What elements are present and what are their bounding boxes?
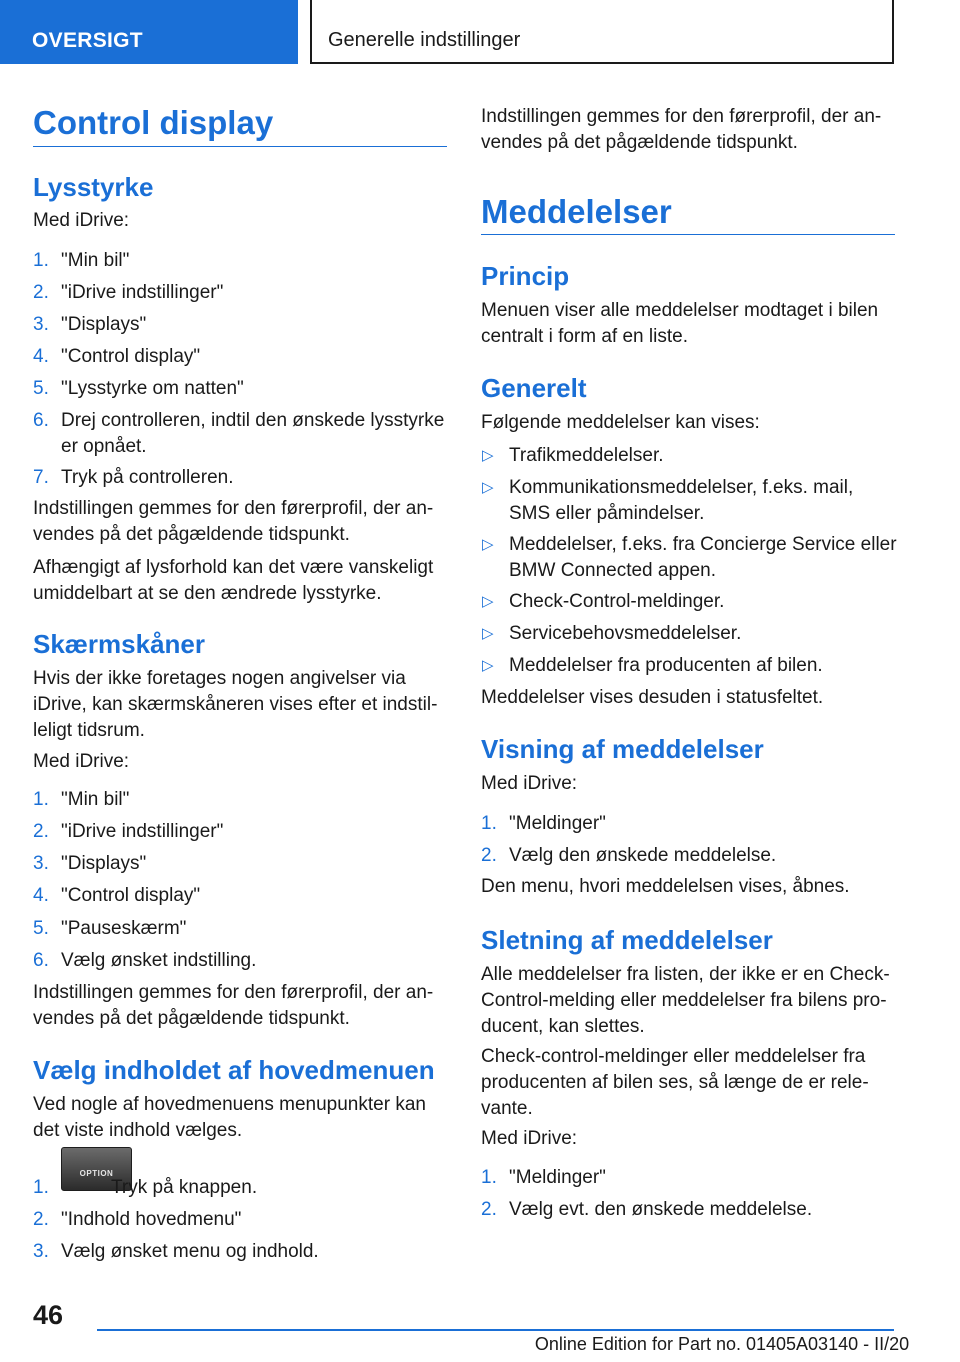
list-text: "Meldinger" [509,1167,606,1188]
list-text: Vælg evt. den ønskede meddelelse. [509,1199,813,1220]
list-number: 4. [33,885,49,906]
chapter-title-meddelelser: Meddelelser [481,193,672,230]
list-number: 5. [33,918,49,939]
header-title: Generelle indstillinger [328,29,521,51]
list-number: 2. [33,1209,49,1230]
list-number: 6. [33,950,49,971]
paragraph: Følgende meddelelser kan vises: [481,412,760,433]
triangle-bullet-icon: ▷ [482,447,494,464]
list-number: 2. [481,1199,497,1220]
paragraph: Med iDrive: [33,751,130,772]
list-number: 7. [33,467,49,488]
list-number: 1. [481,1167,497,1188]
paragraph: Med iDrive: [481,773,578,794]
list-number: 1. [33,789,49,810]
list-number: 1. [481,813,497,834]
list-number: 3. [33,314,49,335]
header-section-label: OVERSIGT [32,29,143,52]
list-text: Trafikmeddelelser. [509,445,664,466]
footer-edition [0,1334,960,1355]
list-text: Vælg ønsket indstilling. [61,950,257,971]
list-number: 1. [33,1177,49,1198]
triangle-bullet-icon: ▷ [482,593,494,610]
list-text: "Lysstyrke om natten" [61,378,244,399]
option-button-label: OPTION [79,1169,114,1178]
list-text: "Pauseskærm" [61,918,187,939]
list-text: "Indhold hovedmenu" [61,1209,242,1230]
list-text: Vælg ønsket menu og indhold. [61,1241,319,1262]
heading-visning: Visning af meddelelser [481,734,764,764]
heading-generelt: Generelt [481,373,587,403]
list-text: Meddelelser fra producenten af bilen. [509,655,823,676]
paragraph: Alle meddelelser fra listen, der ikke er en Check-Control-melding eller meddelelser fra bilens producent, kan slettes. [481,964,890,1037]
list-text: "Control display" [61,885,201,906]
paragraph: Meddelelser vises desuden i statusfeltet. [481,687,824,708]
list-text: "Control display" [61,346,201,367]
paragraph: Check-control-meldinger eller meddelelser fra producenten af bilen ses, så længe de er relevante. [481,1046,869,1119]
footer-edition-text: Online Edition for Part no. 01405A03140 - II/20 [534,1334,910,1354]
list-number: 3. [33,1241,49,1262]
list-number: 3. [33,853,49,874]
triangle-bullet-icon: ▷ [482,657,494,674]
chapter-rule [481,234,895,235]
list-text: "Min bil" [61,250,130,271]
list-text: Vælg den ønskede meddelelse. [509,845,777,866]
chapter-title-control-display: Control display [33,104,274,141]
list-number: 1. [33,250,49,271]
list-text: "iDrive indstillinger" [61,282,224,303]
paragraph: Indstillingen gemmes for den førerprofil, der anvendes på det pågældende tidspunkt. [33,982,434,1029]
paragraph: Menuen viser alle meddelelser modtaget i bilen centralt i form af en liste. [481,300,879,347]
list-number: 5. [33,378,49,399]
header-title-box [310,0,894,64]
triangle-bullet-icon: ▷ [482,625,494,642]
paragraph: Den menu, hvori meddelelsen vises, åbnes. [481,876,850,897]
heading-vaelg-indholdet: Vælg indholdet af hovedmenuen [33,1055,435,1085]
heading-sletning: Sletning af meddelelser [481,925,773,955]
footer-rule [97,1329,894,1331]
paragraph: Med iDrive: [33,210,130,231]
list-number: 2. [481,845,497,866]
list-number: 2. [33,821,49,842]
paragraph: Hvis der ikke foretages nogen angivelser via iDrive, kan skærmskåneren vises efter et indstilleligt tidsrum. [33,668,438,741]
list-text: "Meldinger" [509,813,606,834]
list-text: "Displays" [61,314,147,335]
list-text: Drej controlleren, indtil den ønskede lysstyrke er opnået. [61,410,445,457]
list-number: 6. [33,410,49,431]
paragraph: Indstillingen gemmes for den førerprofil, der anvendes på det pågældende tidspunkt. [481,106,882,153]
list-text: Tryk på knappen. [111,1177,258,1198]
triangle-bullet-icon: ▷ [482,536,494,553]
list-number: 2. [33,282,49,303]
paragraph: Indstillingen gemmes for den førerprofil, der anvendes på det pågældende tidspunkt. [33,498,434,545]
paragraph: Med iDrive: [481,1128,578,1149]
heading-lysstyrke: Lysstyrke [33,172,154,202]
header-section-tab [0,0,298,64]
list-text: "Displays" [61,853,147,874]
triangle-bullet-icon: ▷ [482,479,494,496]
paragraph: Afhængigt af lysforhold kan det være vanskeligt umiddelbart at se den ændrede lysstyrke. [33,557,434,604]
paragraph: Ved nogle af hovedmenuens menupunkter kan det viste indhold vælges. [33,1094,426,1141]
page-number: 46 [33,1300,64,1330]
heading-skaermskaaner: Skærmskåner [33,629,205,659]
list-text: Servicebehovsmeddelelser. [509,623,742,644]
list-text: Kommunikationsmeddelelser, f.eks. mail, SMS eller påmindelser. [509,477,854,524]
list-text: Tryk på controlleren. [61,467,234,488]
list-text: Meddelelser, f.eks. fra Concierge Service eller BMW Connected appen. [509,534,897,581]
chapter-rule [33,146,447,147]
list-text: Check-Control-meldinger. [509,591,725,612]
list-number: 4. [33,346,49,367]
heading-princip: Princip [481,261,570,291]
list-text: "iDrive indstillinger" [61,821,224,842]
list-text: "Min bil" [61,789,130,810]
